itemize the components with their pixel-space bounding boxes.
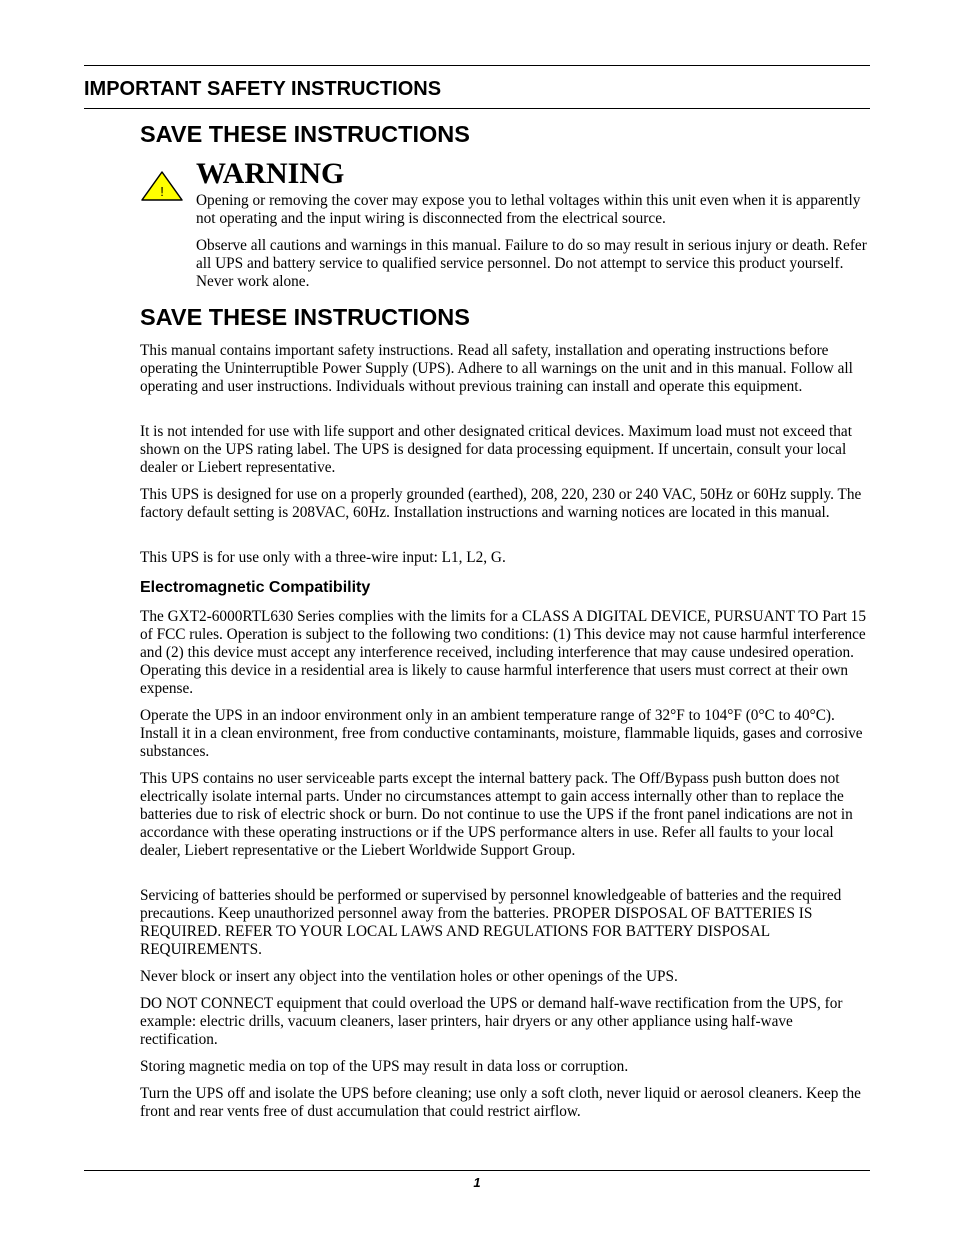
header-top-rule: [84, 65, 870, 66]
save-instructions-heading: SAVE THESE INSTRUCTIONS: [140, 304, 470, 330]
warning-paragraph: Opening or removing the cover may expose you to lethal voltages within this unit even when it is apparently not operating and the input wiring is disconnected from the electrical source.: [196, 192, 861, 227]
emc-paragraph: Turn the UPS off and isolate the UPS before cleaning; use only a soft cloth, never liquid or aerosol cleaners. Keep the front and rear vents free of dust accumulation that could restrict airflow.: [140, 1085, 861, 1120]
emc-paragraph: The GXT2-6000RTL630 Series complies with the limits for a CLASS A DIGITAL DEVICE, PURSUANT TO Part 15 of FCC rules. Operation is subject to the following two conditions: (1) This device may not cause harmful interference and (2) this device must accept any interference received, including interference that may cause undesired operation. Operating this device in a residential area is likely to cause harmful interference that users must correct at their own expense.: [140, 608, 866, 697]
svg-text:!: !: [160, 184, 164, 199]
warning-title: WARNING: [196, 157, 345, 190]
body-paragraph: This manual contains important safety instructions. Read all safety, installation and operating instructions before operating the Uninterruptible Power Supply (UPS). Adhere to all warnings on the unit and in this manual. Follow all operating and user instructions. Individuals without previous training can install and operate this equipment.: [140, 342, 853, 395]
warning-triangle-icon: [140, 170, 184, 202]
save-instructions-heading: SAVE THESE INSTRUCTIONS: [140, 121, 470, 147]
body-paragraph: This UPS is for use only with a three-wire input: L1, L2, G.: [140, 549, 506, 566]
header-bottom-rule: [84, 108, 870, 109]
section-title: IMPORTANT SAFETY INSTRUCTIONS: [84, 78, 442, 100]
emc-paragraph: Operate the UPS in an indoor environment only in an ambient temperature range of 32°F to 104°F (0°C to 40°C). Install it in a clean environment, free from conductive contaminants, moisture, flammable liquids, gases and corrosive substances.: [140, 707, 863, 760]
body-paragraph: This UPS is designed for use on a properly grounded (earthed), 208, 220, 230 or 240 VAC, 50Hz or 60Hz supply. The factory default setting is 208VAC, 60Hz. Installation instructions and warning notices are located in this manual.: [140, 486, 862, 521]
footer-rule: [84, 1170, 870, 1171]
emc-paragraph: DO NOT CONNECT equipment that could overload the UPS or demand half-wave rectification from the UPS, for example: electric drills, vacuum cleaners, laser printers, hair dryers or any other appliance using half-wave rectification.: [140, 995, 843, 1048]
warning-paragraph: Observe all cautions and warnings in this manual. Failure to do so may result in serious injury or death. Refer all UPS and battery service to qualified service personnel. Do not attempt to service this product yourself. Never work alone.: [196, 237, 867, 290]
emc-paragraph: Servicing of batteries should be performed or supervised by personnel knowledgeable of batteries and the required precautions. Keep unauthorized personnel away from the batteries. PROPER DISPOSAL OF BATTERIES IS REQUIRED. REFER TO YOUR LOCAL LAWS AND REGULATIONS FOR BATTERY DISPOSAL REQUIREMENTS.: [140, 887, 842, 958]
emc-heading: Electromagnetic Compatibility: [140, 579, 371, 596]
emc-paragraph: Storing magnetic media on top of the UPS may result in data loss or corruption.: [140, 1058, 629, 1075]
page-number: 1: [473, 1175, 481, 1190]
emc-paragraph: This UPS contains no user serviceable parts except the internal battery pack. The Off/Bypass push button does not electrically isolate internal parts. Under no circumstances attempt to gain access internally other than to replace the batteries due to risk of electric shock or burn. Do not continue to use the UPS if the front panel indications are not in accordance with these operating instructions or if the UPS performance alters in use. Refer all faults to your local dealer, Liebert representative or the Liebert Worldwide Support Group.: [140, 770, 853, 859]
emc-paragraph: Never block or insert any object into the ventilation holes or other openings of the UPS.: [140, 968, 678, 985]
body-paragraph: It is not intended for use with life support and other designated critical devices. Maximum load must not exceed that shown on the UPS rating label. The UPS is designed for data processing equipment. If uncertain, consult your local dealer or Liebert representative.: [140, 423, 852, 476]
